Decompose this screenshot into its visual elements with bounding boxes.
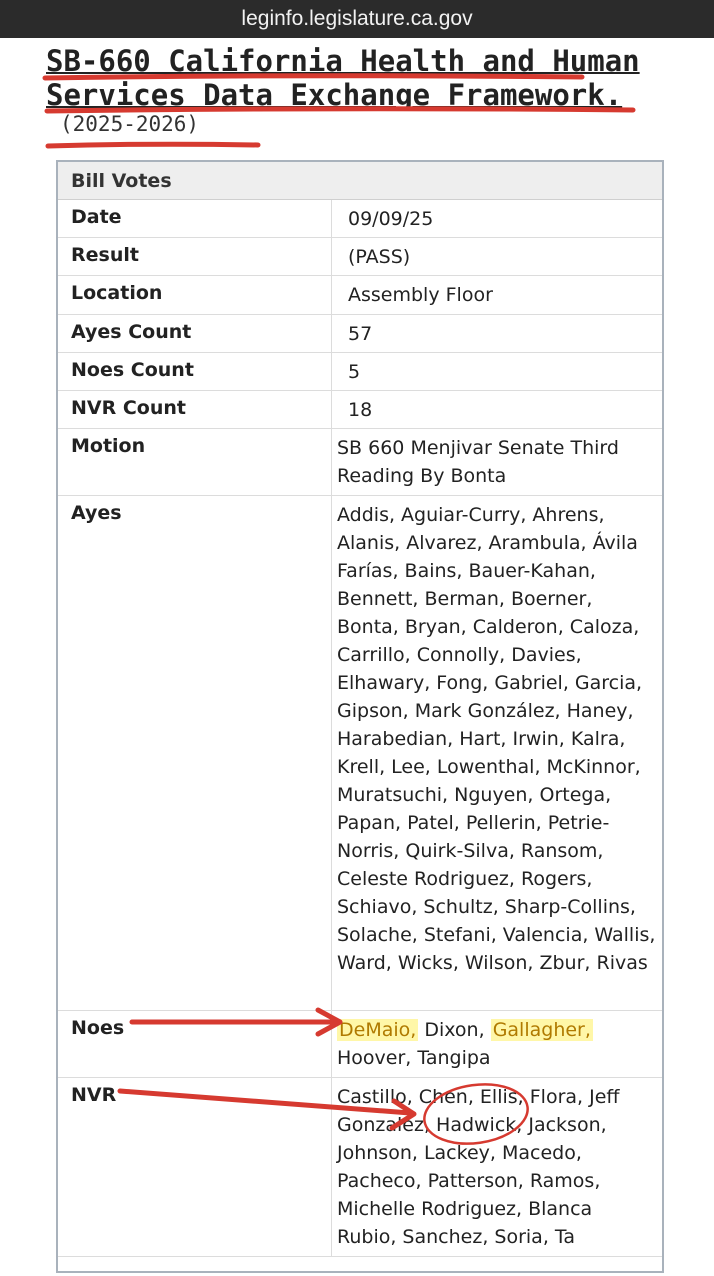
browser-url-bar[interactable] [0, 0, 714, 38]
row-value-ayes-count: 57 [348, 323, 373, 345]
row-value-nvr-count: 18 [348, 399, 373, 421]
session-years: (2025-2026) [60, 112, 200, 136]
row-label-date: Date [58, 200, 332, 237]
bill-heading [46, 44, 686, 136]
row-value-location: Assembly Floor [348, 284, 493, 306]
table-row [58, 276, 662, 315]
row-label-motion: Motion [58, 429, 332, 495]
row-label-noes-count: Noes Count [58, 353, 332, 390]
row-value-noes-count: 5 [348, 361, 361, 383]
table-row [58, 496, 662, 1011]
row-label-noes: Noes [58, 1011, 332, 1077]
row-value-date: 09/09/25 [348, 208, 434, 230]
table-header [58, 162, 662, 200]
table-header-label: Bill Votes [71, 169, 172, 192]
table-row [58, 391, 662, 429]
table-row [58, 353, 662, 391]
row-label-ayes: Ayes [58, 496, 332, 1010]
bill-votes-table [56, 160, 664, 1273]
table-row [58, 429, 662, 496]
row-label-result: Result [58, 238, 332, 275]
row-value-motion: SB 660 Menjivar Senate Third Reading By Bonta [337, 437, 619, 487]
row-value-ayes: Addis, Aguiar-Curry, Ahrens, Alanis, Alvarez, Arambula, Ávila Farías, Bains, Bauer-Kahan, Bennett, Berman, Boerner, Bonta, Bryan, Calderon, Caloza, Carrillo, Connolly, Davies, Elhawary, Fong, Gabriel, Garcia, Gipson, Mark González, Haney, Harabedian, Hart, Irwin, Kalra, Krell, Lee, Lowenthal, McKinnor, Muratsuchi, Nguyen, Ortega, Papan, Patel, Pellerin, Petrie-Norris, Quirk-Silva, Ransom, Celeste Rodriguez, Rogers, Schiavo, Schultz, Sharp-Collins, Solache, Stefani, Valencia, Wallis, Ward, Wicks, Wilson, Zbur, Rivas [337, 504, 656, 974]
row-label-ayes-count: Ayes Count [58, 315, 332, 352]
table-row [58, 238, 662, 276]
row-label-nvr: NVR [58, 1078, 332, 1256]
page-title: SB-660 California Health and Human Services Data Exchange Framework. [46, 44, 640, 112]
table-row [58, 315, 662, 353]
row-label-nvr-count: NVR Count [58, 391, 332, 428]
noes-name: Dixon, [424, 1019, 485, 1041]
table-row [58, 1078, 662, 1257]
table-row [58, 1011, 662, 1078]
url-text: leginfo.legislature.ca.gov [241, 7, 473, 30]
table-row [58, 200, 662, 238]
row-value-nvr: Castillo, Chen, Ellis, Flora, Jeff Gonzalez, Hadwick, Jackson, Johnson, Lackey, Macedo, Pacheco, Patterson, Ramos, Michelle Rodriguez, Blanca Rubio, Sanchez, Soria, Ta [337, 1086, 620, 1248]
row-label-location: Location [58, 276, 332, 314]
highlighted-name: DeMaio, [339, 1019, 417, 1041]
row-value-noes [332, 1011, 662, 1077]
row-value-result: (PASS) [348, 246, 411, 268]
highlighted-name: Gallagher, [492, 1019, 591, 1041]
noes-names-rest: Hoover, Tangipa [337, 1047, 491, 1069]
